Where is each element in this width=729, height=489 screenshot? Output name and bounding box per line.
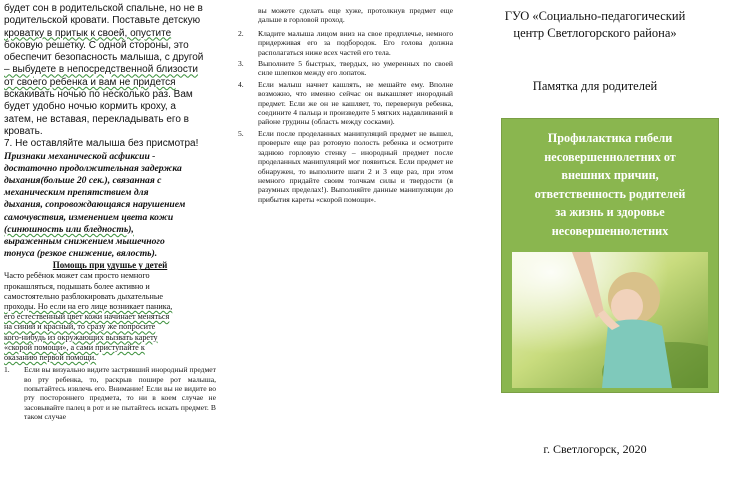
- right-column: [467, 0, 723, 456]
- asphyxia-signs: [4, 151, 216, 261]
- organization-header: [467, 8, 723, 42]
- title-line: ответственность родителей: [534, 186, 686, 201]
- memo-subtitle: Памятка для родителей: [532, 79, 658, 93]
- asphyxia-line: (синюшность или бледность),: [4, 223, 134, 235]
- help-line: прокашляться, подышать более активно и: [4, 281, 150, 291]
- step-text: Если вы визуально видите застрявший инородный предмет во рту ребенка, то, раскрыв пошире рот малыша, попытайтесь извлечь его. Внимание! Если вы не видите во рту постороннего предмета, то ни в коем случае не засовывайте палец в рот и не пытайтесь искать предмет. В таком случае: [24, 365, 216, 422]
- step-2: [238, 29, 453, 57]
- help-line: самостоятельно разблокировать дыхательные: [4, 291, 164, 301]
- title-line: Профилактика гибели: [547, 131, 673, 145]
- help-line: кого-нибудь из окружающих вызвать карету: [4, 332, 158, 342]
- step-number: 2.: [238, 28, 244, 38]
- intro-line: обеспечит безопасность малыша, с другой: [4, 52, 204, 64]
- asphyxia-line: Признаки механической асфиксии -: [4, 150, 156, 162]
- intro-line: вскакивать ночью по несколько раз. Вам: [4, 89, 193, 101]
- asphyxia-line: механическим препятствием для: [4, 187, 149, 199]
- help-line: «скорой помощи», а сами приступайте к: [4, 342, 145, 352]
- intro-line: 7. Не оставляйте малыша без присмотра!: [4, 138, 199, 150]
- help-line: на синий и красный, то сразу же попросите: [4, 322, 156, 332]
- asphyxia-line: выраженным снижением мышечного: [4, 235, 165, 247]
- asphyxia-line: дыхания(больше 20 сек.), связанная с: [4, 174, 162, 186]
- title-line: внешних причин,: [561, 168, 659, 182]
- step-number: 4.: [238, 79, 244, 89]
- help-line: проходы. Но если на его лице возникает паника,: [4, 302, 173, 311]
- intro-paragraph: [4, 3, 216, 151]
- asphyxia-line: дыхания, сопровождающаяся нарушением: [4, 199, 186, 211]
- step-text: Если после проделанных манипуляций предмет не вышел, проверьте еще раз ротовую полость ребенка и осмотрите заднюю горловую стенку – инородный предмет после проделанных манипуляций мог появиться. Если предмет не обнаружен, то выполните шаги 2 и 3 еще раз, при этом немного придайте своим толчкам силы и твердости (в разумных пределах!). Выполняйте данные манипуляции до прибытия кареты «скорой помощи».: [258, 128, 453, 204]
- org-line: центр Светлогорского района»: [513, 26, 677, 40]
- intro-line: кроватку в притык к своей, опустите: [4, 27, 172, 39]
- step-text: Если малыш начнет кашлять, не мешайте ему. Вполне возможно, что именно сейчас он выкашляет инородный предмет. Если же он не кашляет, то, перевернув ребенка, соедините 4 пальца и произведите 5 мягких надавливаний в районе грудины (область между сосками).: [258, 79, 453, 127]
- step-number: 5.: [238, 128, 244, 138]
- asphyxia-line: достаточно продолжительная задержка: [4, 162, 182, 174]
- help-paragraph: [4, 271, 216, 363]
- help-line: оказанию первой помощи.: [4, 353, 97, 363]
- step-number: 3.: [238, 59, 244, 69]
- intro-line: кровать.: [4, 125, 43, 137]
- middle-column: [238, 0, 453, 206]
- step-number: 1.: [4, 365, 10, 375]
- title-panel: [501, 118, 719, 393]
- help-line: его естественный цвет кожи начинает меняться: [4, 312, 170, 322]
- steps-list: [238, 29, 453, 204]
- intro-line: – выбудете в непосредственной близости: [4, 64, 198, 76]
- step-text: Кладите малыша лицом вниз на свое предплечье, немного придерживая его за подбородок. Его голова должна располагаться ниже всех частей его тела.: [258, 28, 453, 57]
- continuation-text: вы можете сделать еще хуже, протолкнув предмет еще дальше в горловой проход.: [258, 6, 453, 25]
- city-year: г. Светлогорск, 2020: [543, 442, 647, 456]
- intro-line: боковую решетку. С одной стороны, это: [4, 39, 189, 51]
- left-column: [4, 0, 216, 424]
- help-title: Помощь при удушье у детей: [52, 260, 168, 271]
- intro-line: затем, не вставая, перекладывать его в: [4, 113, 189, 125]
- asphyxia-line: тонуса (резкое снижение, вялость).: [4, 248, 158, 260]
- org-line: ГУО «Социально-педагогический: [504, 9, 686, 23]
- step-3: [238, 59, 453, 78]
- brochure-title: [502, 119, 718, 240]
- step-1: [4, 365, 216, 421]
- asphyxia-line: самочувствия, изменением цвета кожи: [4, 211, 174, 223]
- step-4: [238, 80, 453, 127]
- intro-line: будет сон в родительской спальне, но не в: [4, 3, 203, 14]
- title-line: несовершеннолетних: [551, 223, 669, 238]
- intro-line: от своего ребенка и вам не придется: [4, 76, 176, 88]
- help-line: Часто ребёнок может сам просто немного: [4, 271, 150, 281]
- title-line: за жизнь и здоровье: [555, 205, 665, 219]
- step-text: Выполните 5 быстрых, твердых, но умеренных по своей силе шлепков между его лопаток.: [258, 59, 453, 78]
- title-line: несовершеннолетних от: [544, 149, 676, 164]
- child-holding-adult-hand-photo: [512, 252, 708, 388]
- intro-line: будет удобно ночью кормить кроху, а: [4, 101, 176, 113]
- step-5: [238, 129, 453, 204]
- intro-line: родительской кровати. Поставьте детскую: [4, 15, 201, 27]
